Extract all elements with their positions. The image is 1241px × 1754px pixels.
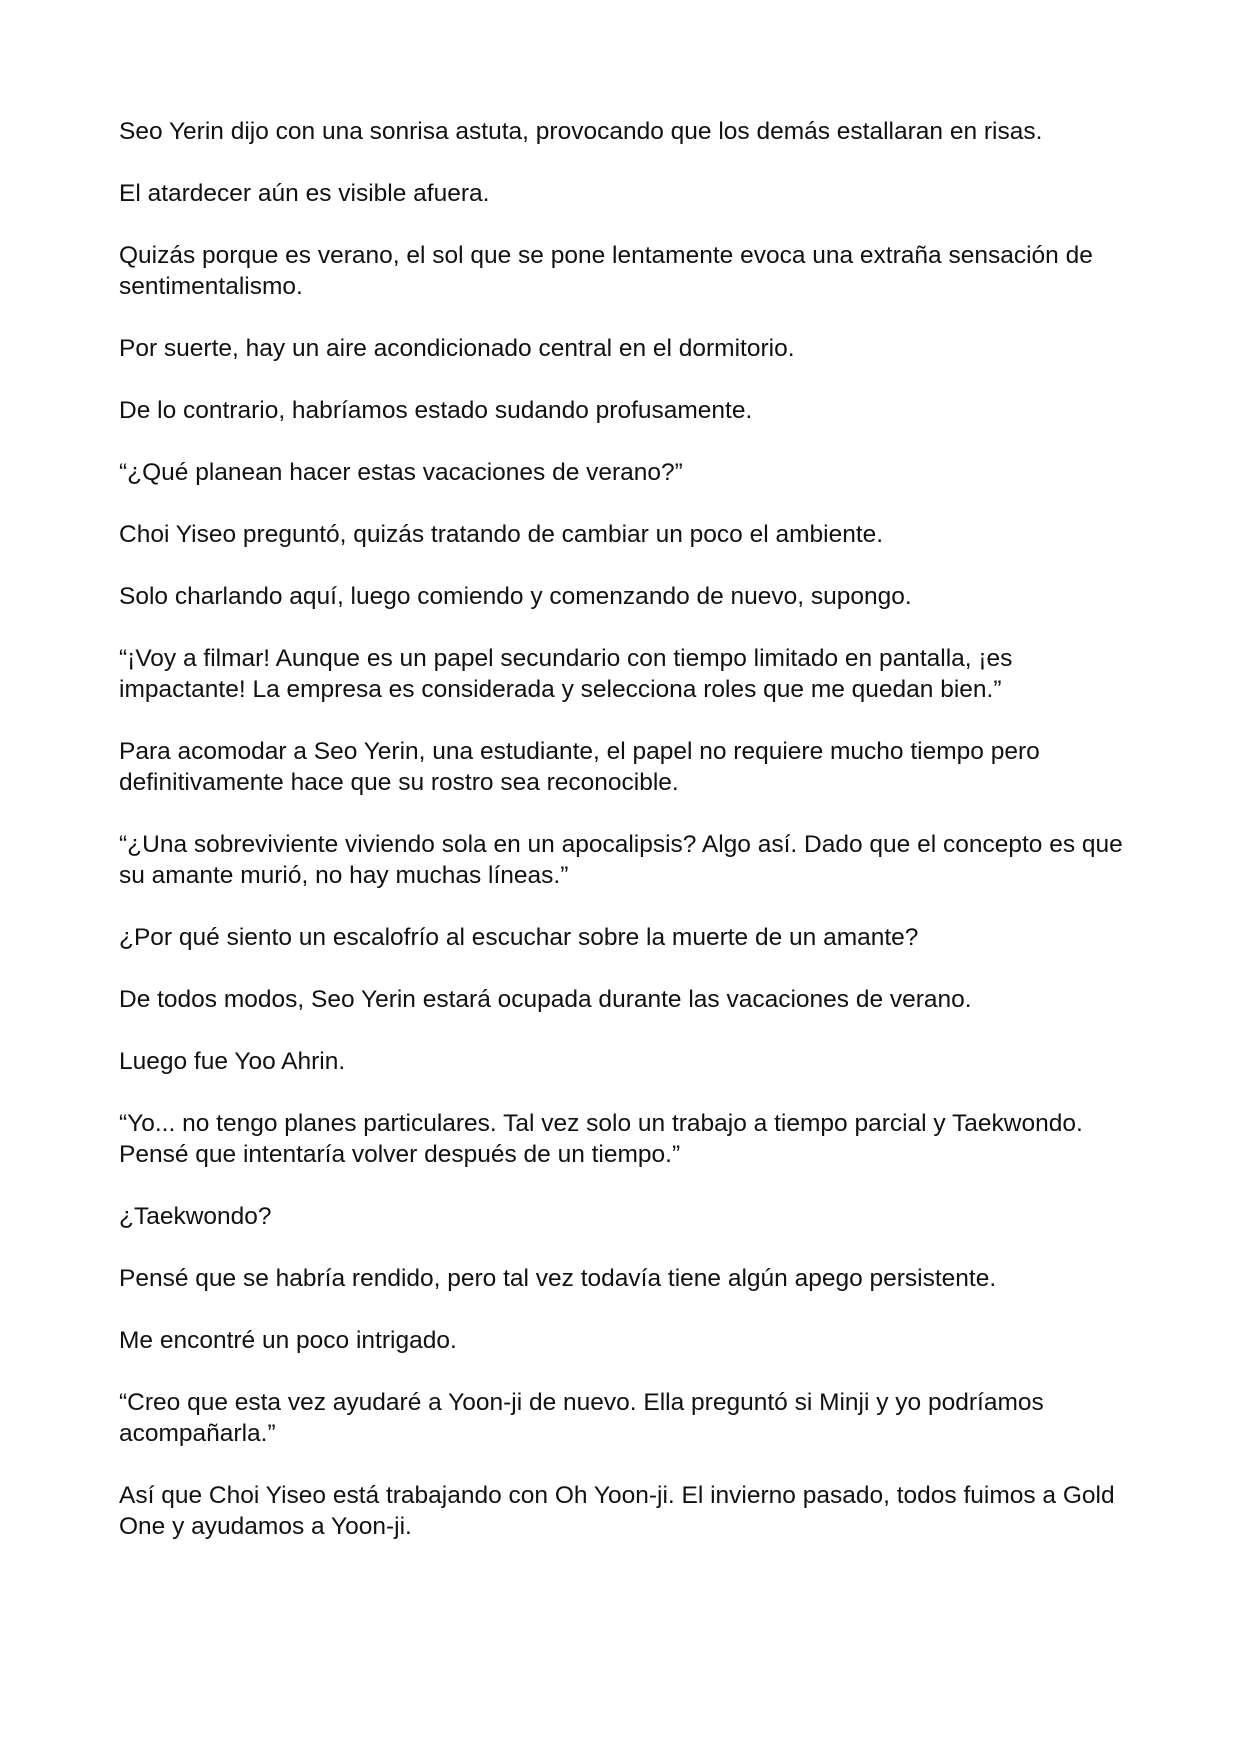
paragraph-18: Me encontré un poco intrigado. [119, 1327, 457, 1354]
paragraph-3: Quizás porque es verano, el sol que se pone lentamente evoca una extraña sensación de sentimentalismo. [119, 242, 1093, 300]
paragraph-1: Seo Yerin dijo con una sonrisa astuta, provocando que los demás estallaran en risas. [119, 118, 1043, 145]
paragraph-14: Luego fue Yoo Ahrin. [119, 1048, 346, 1075]
paragraph-10: Para acomodar a Seo Yerin, una estudiante, el papel no requiere mucho tiempo pero definitivamente hace que su rostro sea reconocible. [119, 738, 1040, 796]
paragraph-17: Pensé que se habría rendido, pero tal vez todavía tiene algún apego persistente. [119, 1265, 997, 1292]
paragraph-11: “¿Una sobreviviente viviendo sola en un apocalipsis? Algo así. Dado que el concepto es que su amante murió, no hay muchas líneas.” [119, 831, 1123, 889]
paragraph-8: Solo charlando aquí, luego comiendo y comenzando de nuevo, supongo. [119, 583, 912, 610]
paragraph-15: “Yo... no tengo planes particulares. Tal vez solo un trabajo a tiempo parcial y Taekwondo. Pensé que intentaría volver después de un tiempo.” [119, 1110, 1083, 1168]
paragraph-20: Así que Choi Yiseo está trabajando con Oh Yoon-ji. El invierno pasado, todos fuimos a Gold One y ayudamos a Yoon-ji. [119, 1482, 1115, 1540]
document-body [119, 116, 1129, 1573]
paragraph-9: “¡Voy a filmar! Aunque es un papel secundario con tiempo limitado en pantalla, ¡es impactante! La empresa es considerada y selecciona roles que me quedan bien.” [119, 645, 1013, 703]
paragraph-16: ¿Taekwondo? [119, 1203, 272, 1230]
paragraph-7: Choi Yiseo preguntó, quizás tratando de cambiar un poco el ambiente. [119, 521, 884, 548]
paragraph-5: De lo contrario, habríamos estado sudando profusamente. [119, 397, 753, 424]
paragraph-6: “¿Qué planean hacer estas vacaciones de verano?” [119, 459, 683, 486]
paragraph-13: De todos modos, Seo Yerin estará ocupada durante las vacaciones de verano. [119, 986, 972, 1013]
paragraph-19: “Creo que esta vez ayudaré a Yoon-ji de nuevo. Ella preguntó si Minji y yo podríamos acompañarla.” [119, 1389, 1044, 1447]
paragraph-2: El atardecer aún es visible afuera. [119, 180, 490, 207]
paragraph-4: Por suerte, hay un aire acondicionado central en el dormitorio. [119, 335, 795, 362]
paragraph-12: ¿Por qué siento un escalofrío al escuchar sobre la muerte de un amante? [119, 924, 919, 951]
